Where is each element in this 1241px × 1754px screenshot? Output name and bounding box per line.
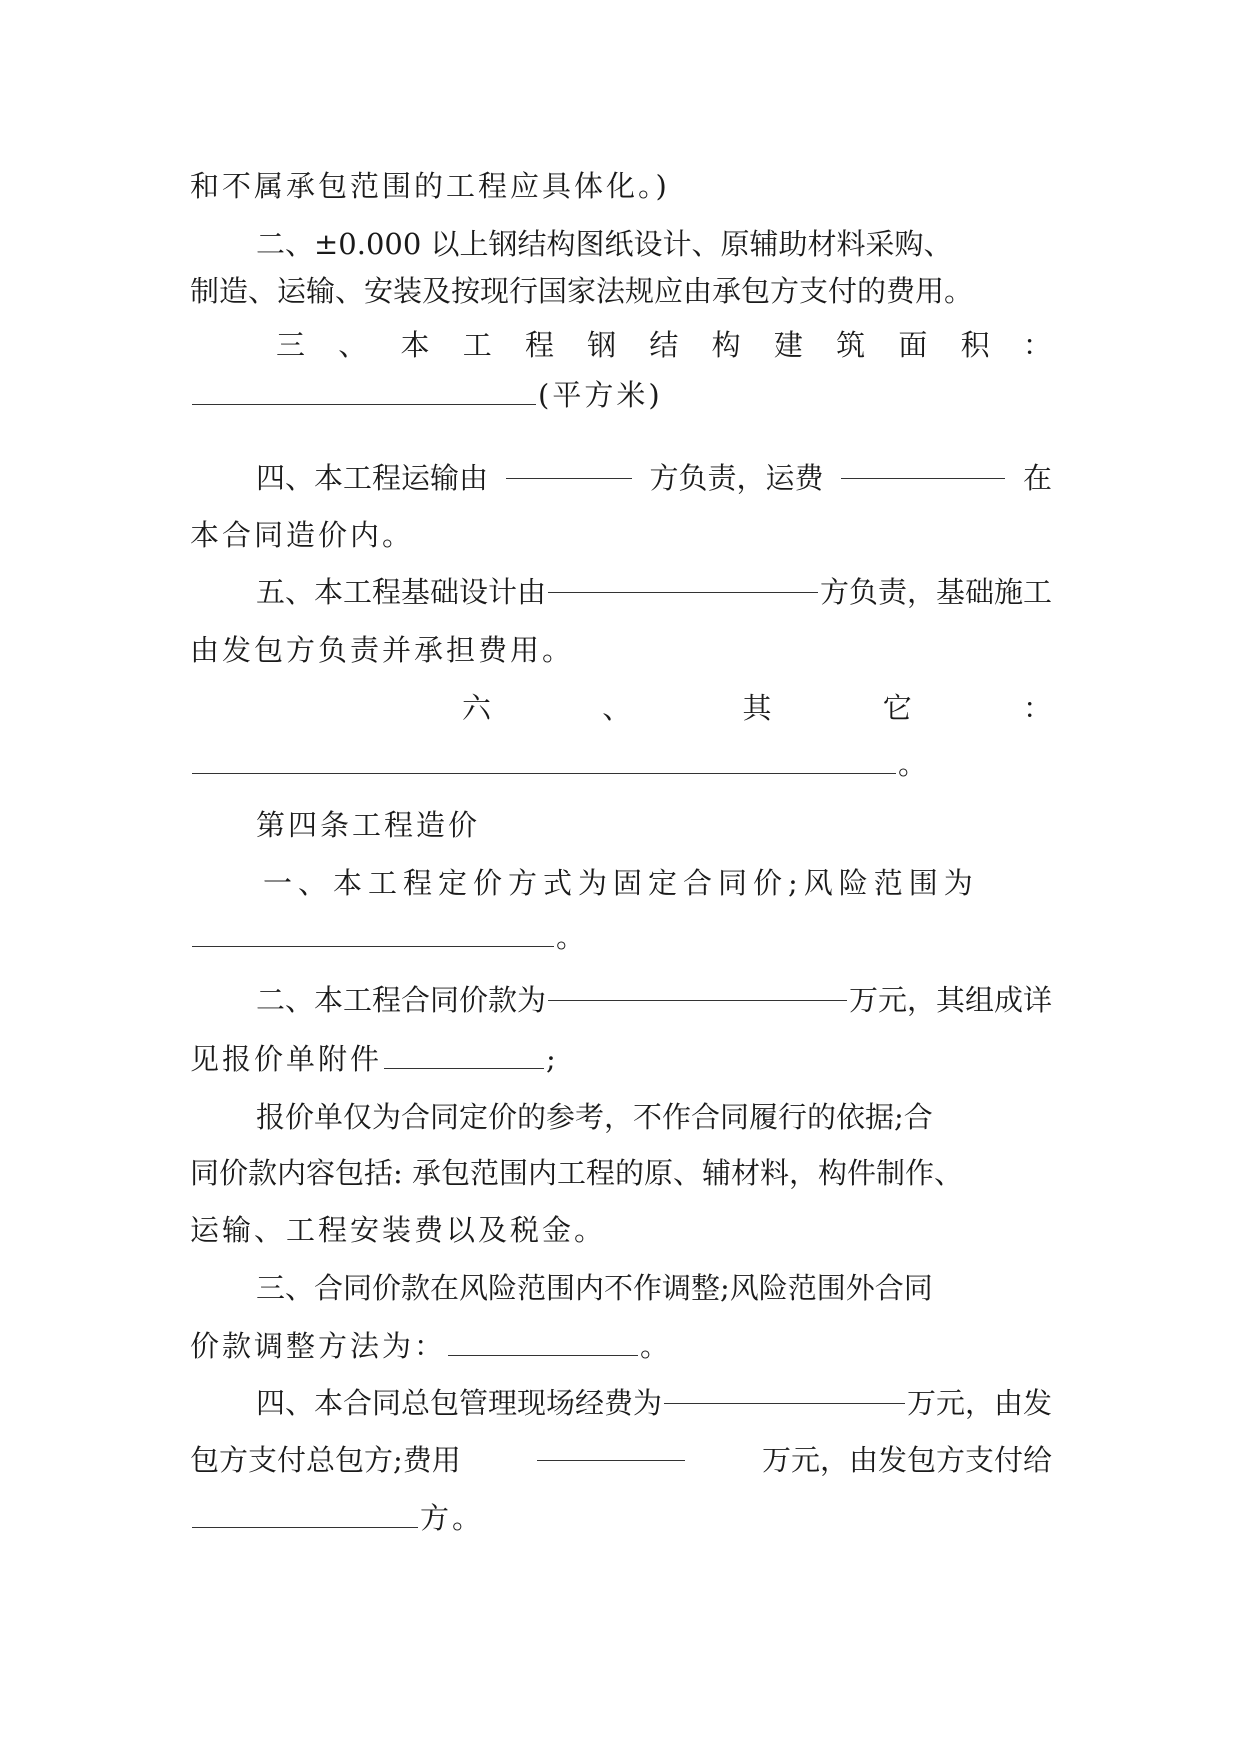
char: ： bbox=[1022, 691, 1052, 725]
text-line: 制造、运输、安装及按现行国家法规应由承包方支付的费用。 bbox=[190, 274, 974, 308]
clause-2-line bbox=[256, 221, 1052, 267]
text-line: 报价单仅为合同定价的参考，不作合同履行的依据;合 bbox=[256, 1100, 933, 1134]
char: 积 bbox=[960, 328, 990, 362]
clause-3-heading bbox=[276, 322, 1052, 368]
text-line-justified bbox=[190, 268, 1052, 314]
blank-field[interactable] bbox=[192, 945, 554, 947]
char: 、 bbox=[602, 691, 632, 725]
text-segment: 四、本工程运输由 bbox=[256, 461, 489, 495]
text-segment: 在 bbox=[1022, 461, 1052, 495]
char: 钢 bbox=[587, 328, 617, 362]
text-segment: 五、本工程基础设计由 bbox=[256, 575, 547, 609]
text-segment: 。 bbox=[898, 747, 931, 781]
char: 结 bbox=[649, 328, 679, 362]
blank-field[interactable] bbox=[537, 1459, 685, 1461]
text-line: 二、±0.000 以上钢结构图纸设计、原辅助材料采购、 bbox=[256, 227, 953, 261]
text-segment: 方。 bbox=[420, 1501, 485, 1535]
attachment-line bbox=[190, 1036, 1052, 1082]
blank-field[interactable] bbox=[506, 477, 632, 479]
text-line-justified bbox=[190, 1150, 1052, 1196]
blank-field[interactable] bbox=[448, 1354, 638, 1356]
text-segment: 见报价单附件 bbox=[190, 1042, 383, 1076]
fee-line bbox=[190, 1437, 1052, 1483]
text-segment: 万元，其组成详 bbox=[848, 983, 1052, 1017]
char: 、 bbox=[338, 328, 368, 362]
management-fee-line bbox=[256, 1380, 1052, 1426]
clause-5-line bbox=[256, 569, 1052, 615]
other-line bbox=[190, 741, 1052, 787]
blank-field[interactable] bbox=[548, 999, 847, 1001]
area-line bbox=[190, 372, 1052, 418]
clause-4-line bbox=[256, 455, 1052, 501]
blank-field[interactable] bbox=[384, 1067, 544, 1069]
text-segment: 包方支付总包方;费用 bbox=[190, 1443, 461, 1477]
blank-field[interactable] bbox=[841, 477, 1005, 479]
char: 筑 bbox=[836, 328, 866, 362]
char: 建 bbox=[773, 328, 803, 362]
text-segment: ; bbox=[546, 1042, 559, 1076]
recipient-line bbox=[190, 1495, 1052, 1541]
text-segment: 方负责，运费 bbox=[649, 461, 824, 495]
blank-field[interactable] bbox=[192, 403, 536, 405]
char: ： bbox=[1022, 328, 1052, 362]
char: 构 bbox=[711, 328, 741, 362]
char: 其 bbox=[742, 691, 772, 725]
text-line-justified bbox=[256, 1094, 1052, 1140]
text-line: 运输、工程安装费以及税金。 bbox=[190, 1213, 607, 1247]
clause-1-line bbox=[263, 860, 1052, 906]
char: 三 bbox=[276, 328, 306, 362]
text-line: 同价款内容包括: 承包范围内工程的原、辅材料，构件制作、 bbox=[190, 1156, 963, 1190]
text-line-justified bbox=[256, 1265, 1052, 1311]
price-line bbox=[256, 977, 1052, 1023]
unit-label: (平方米) bbox=[538, 378, 663, 412]
clause-6-heading bbox=[462, 685, 1052, 731]
text-segment: 。 bbox=[556, 920, 589, 954]
text-segment: 二、本工程合同价款为 bbox=[256, 983, 547, 1017]
char: 本 bbox=[400, 328, 430, 362]
text-segment: 方负责，基础施工 bbox=[819, 575, 1052, 609]
char: 它 bbox=[882, 691, 912, 725]
char: 六 bbox=[462, 691, 492, 725]
blank-field[interactable] bbox=[664, 1402, 905, 1404]
text-line: 由发包方负责并承担费用。 bbox=[190, 633, 575, 667]
text-line: 三、合同价款在风险范围内不作调整;风险范围外合同 bbox=[256, 1271, 933, 1305]
text-segment: 四、本合同总包管理现场经费为 bbox=[256, 1386, 663, 1420]
text-line: 和不属承包范围的工程应具体化。) bbox=[190, 169, 670, 203]
char: 程 bbox=[524, 328, 554, 362]
adjustment-line bbox=[190, 1323, 1052, 1369]
text-line: 本合同造价内。 bbox=[190, 518, 415, 552]
text-segment: 万元，由发包方支付给 bbox=[761, 1443, 1052, 1477]
text-line: 一、本工程定价方式为固定合同价;风险范围为 bbox=[263, 866, 979, 900]
text-segment: 价款调整方法为： bbox=[190, 1329, 447, 1363]
blank-field[interactable] bbox=[192, 772, 896, 774]
char: 面 bbox=[898, 328, 928, 362]
section-heading: 第四条工程造价 bbox=[256, 808, 481, 842]
risk-range-line bbox=[190, 914, 1052, 960]
text-segment: 。 bbox=[640, 1329, 673, 1363]
blank-field[interactable] bbox=[548, 591, 818, 593]
text-segment: 万元，由发 bbox=[906, 1386, 1052, 1420]
char: 工 bbox=[462, 328, 492, 362]
blank-field[interactable] bbox=[192, 1526, 418, 1528]
